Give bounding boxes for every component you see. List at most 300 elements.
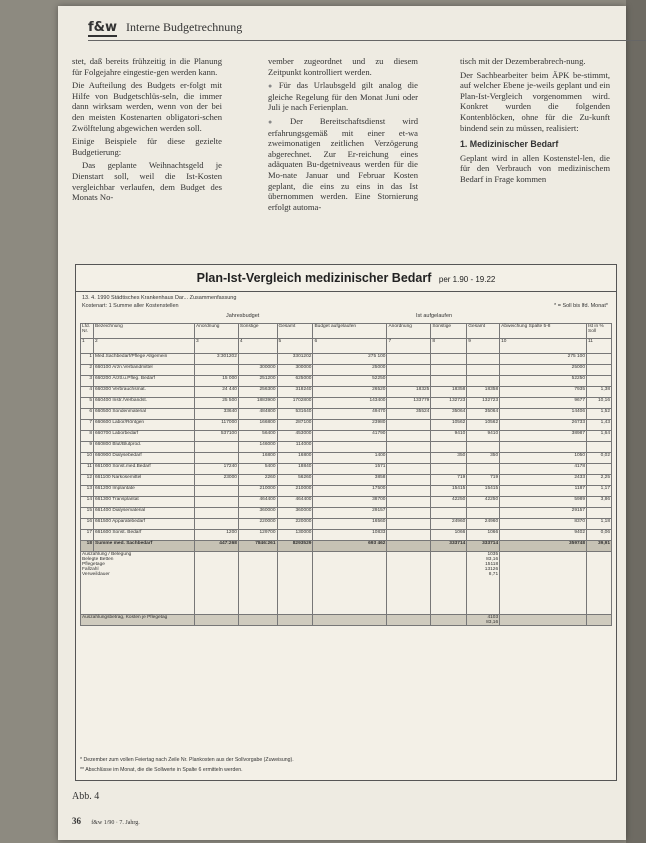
table-row xyxy=(81,497,612,508)
table-cell xyxy=(387,365,431,376)
table-cell: 16800 xyxy=(238,453,277,464)
table-cell: 5989 xyxy=(500,497,587,508)
paragraph: vember zugeordnet und zu diesem Zeitpunkt kontrolliert werden. xyxy=(268,56,418,77)
table-row xyxy=(81,475,612,486)
table-cell: Summe med. Sachbedarf xyxy=(94,541,195,552)
table-cell: 625000 xyxy=(277,376,313,387)
table-cell xyxy=(431,464,467,475)
table-cell: 3858 xyxy=(313,475,387,486)
table-cell: 210000 xyxy=(238,486,277,497)
table-cell xyxy=(587,376,612,387)
table-cell: 24960 xyxy=(467,519,500,530)
table-cell: 29157 xyxy=(500,508,587,519)
col-number: 6 xyxy=(313,339,387,354)
figure-period: per 1.90 - 19.22 xyxy=(438,275,496,284)
table-cell: 15 000 xyxy=(195,376,239,387)
table-cell: 1,18 xyxy=(587,519,612,530)
table-cell xyxy=(387,464,431,475)
extra-value: 13126 xyxy=(484,567,499,572)
table-cell xyxy=(387,420,431,431)
table-cell: 132723 xyxy=(431,398,467,409)
table-cell: 251200 xyxy=(238,376,277,387)
table-cell: 537100 xyxy=(195,431,239,442)
paragraph: tisch mit der Dezemberabrech-nung. xyxy=(460,56,586,66)
col-number: 4 xyxy=(238,339,277,354)
table-cell xyxy=(387,508,431,519)
text-column-3 xyxy=(460,56,610,188)
table-cell: 318240 xyxy=(277,387,313,398)
table-row xyxy=(81,387,612,398)
data-table xyxy=(80,323,612,626)
table-cell: 350 xyxy=(467,453,500,464)
table-cell xyxy=(500,615,587,626)
table-cell: 9410 xyxy=(431,431,467,442)
table-cell: 660800 Blut/Blutprod. xyxy=(94,442,195,453)
table-row xyxy=(81,409,612,420)
table-cell xyxy=(387,431,431,442)
extra-line: Pflegetage xyxy=(82,562,105,567)
table-cell: 35524 xyxy=(387,409,431,420)
table-cell: 6 xyxy=(81,409,94,420)
table-cell: 350 xyxy=(431,453,467,464)
table-cell: 114000 xyxy=(277,442,313,453)
col-number: 7 xyxy=(387,339,431,354)
group-header-budget: Jahresbudget xyxy=(226,313,260,319)
table-cell: 3301202 xyxy=(277,354,313,365)
col-header: Gesamt xyxy=(277,324,313,339)
table-cell: 1187 xyxy=(500,486,587,497)
table-cell: 1,52 xyxy=(587,409,612,420)
extra-label: Auszahlung / Belegung xyxy=(82,552,132,557)
extra-value: 15118 xyxy=(485,562,499,567)
table-cell xyxy=(467,376,500,387)
figure-title xyxy=(76,265,616,292)
table-cell xyxy=(238,615,277,626)
table-cell: 26520 xyxy=(313,387,387,398)
table-cell: 14406 xyxy=(500,409,587,420)
table-cell: 256300 xyxy=(238,387,277,398)
table-cell: 10562 xyxy=(431,420,467,431)
table-cell: 7 xyxy=(81,420,94,431)
journal-issue: f&w 1/90 · 7. Jahrg. xyxy=(91,820,140,826)
table-cell: 9677 xyxy=(500,398,587,409)
table-extra-row xyxy=(81,552,612,615)
last-value: 4103 xyxy=(487,615,499,620)
table-row xyxy=(81,354,612,365)
table-cell xyxy=(500,442,587,453)
document-page xyxy=(58,6,626,840)
table-cell xyxy=(313,442,387,453)
table-cell xyxy=(387,354,431,365)
table-cell: 166800 xyxy=(238,420,277,431)
table-cell: 661100 Narkosemittel xyxy=(94,475,195,486)
table-cell xyxy=(195,365,239,376)
table-cell: 49470 xyxy=(313,409,387,420)
extra-value: 1035 xyxy=(487,552,499,557)
table-cell: 117000 xyxy=(195,420,239,431)
table-cell: 18358 xyxy=(431,387,467,398)
table-cell xyxy=(387,376,431,387)
table-cell: 52250 xyxy=(313,376,387,387)
col-header: Lfd. Nr. xyxy=(81,324,94,339)
table-cell: 464400 xyxy=(238,497,277,508)
table-cell: 220000 xyxy=(277,519,313,530)
table-row xyxy=(81,519,612,530)
table-cell: 661300 Transplantat xyxy=(94,497,195,508)
table-cell xyxy=(387,453,431,464)
table-cell: 132723 xyxy=(467,398,500,409)
table-cell xyxy=(195,508,239,519)
table-cell: 23000 xyxy=(195,475,239,486)
table-cell xyxy=(387,475,431,486)
table-cell: 9410 xyxy=(467,431,500,442)
table-cell xyxy=(431,376,467,387)
figure-footnote-1: * Dezember zum vollen Feiertag nach Zeile Nr. Plankosten aus der Sollvorgabe (Zuweisung). xyxy=(80,757,294,763)
table-cell xyxy=(195,453,239,464)
col-number: 1 xyxy=(81,339,94,354)
table-cell xyxy=(587,365,612,376)
table-cell: 8370 xyxy=(500,519,587,530)
table-cell xyxy=(587,442,612,453)
table-cell xyxy=(195,519,239,530)
paragraph: Das geplante Weihnachtsgeld je Dienstart soll, weil die Ist-Kosten vergleichbar verlaufen, dem Budget des Monats No- xyxy=(72,160,222,203)
table-cell: 660200 Ärztl.u.Pfleg. Bedarf xyxy=(94,376,195,387)
table-cell: 1883900 xyxy=(238,398,277,409)
running-title: Interne Budgetrechnung xyxy=(126,20,243,34)
table-cell: 1400 xyxy=(313,453,387,464)
col-header: Bezeichnung xyxy=(94,324,195,339)
table-cell xyxy=(500,552,587,615)
table-cell xyxy=(431,365,467,376)
table-cell: 24960 xyxy=(431,519,467,530)
extra-line: Verweildauer xyxy=(82,572,110,577)
table-cell: 41790 xyxy=(313,431,387,442)
table-cell: 18325 xyxy=(387,387,431,398)
table-cell: 15415 xyxy=(467,486,500,497)
table-cell: 360000 xyxy=(238,508,277,519)
table-cell: 17 xyxy=(81,530,94,541)
table-cell: 5 xyxy=(81,398,94,409)
table-cell: 18358 xyxy=(467,387,500,398)
table-cell: 287100 xyxy=(277,420,313,431)
table-cell: 2433 xyxy=(500,475,587,486)
table-cell xyxy=(387,442,431,453)
table-cell: 719 xyxy=(467,475,500,486)
table-cell: 447:268 xyxy=(195,541,239,552)
table-cell: 146000 xyxy=(238,442,277,453)
table-cell: 660900 Dialysebedarf xyxy=(94,453,195,464)
col-number: 2 xyxy=(94,339,195,354)
table-cell: 10833 xyxy=(313,530,387,541)
table-cell: 33640 xyxy=(195,409,239,420)
extra-line: Belegte Betten xyxy=(82,557,114,562)
table-cell: 5400 xyxy=(238,464,277,475)
table-cell: 1066 xyxy=(467,530,500,541)
table-cell: 300000 xyxy=(277,365,313,376)
extra-line: Fallzahl xyxy=(82,567,99,572)
table-cell: 8 xyxy=(81,431,94,442)
table-cell: 3:301202 xyxy=(195,354,239,365)
table-cell xyxy=(467,508,500,519)
col-header: Gesamt xyxy=(467,324,500,339)
table-cell: 660500 Sondenmaterial xyxy=(94,409,195,420)
table-cell: 16 xyxy=(81,519,94,530)
table-cell: 693 462 xyxy=(313,541,387,552)
page-footer xyxy=(72,816,140,826)
table-cell: 11 xyxy=(81,464,94,475)
figure-meta-unit: * = Soll bis lfd. Monat* xyxy=(554,303,608,309)
table-header-row xyxy=(81,324,612,339)
table-cell xyxy=(431,552,467,615)
col-number: 10 xyxy=(500,339,587,354)
table-cell: 661200 Implantate xyxy=(94,486,195,497)
table-row xyxy=(81,442,612,453)
table-sum-row xyxy=(81,541,612,552)
table-cell: 25000 xyxy=(313,365,387,376)
table-cell: 453000 xyxy=(277,431,313,442)
table-cell: 531640 xyxy=(277,409,313,420)
table-cell: 15415 xyxy=(431,486,467,497)
table-cell: 1702800 xyxy=(277,398,313,409)
col-number: 8 xyxy=(431,339,467,354)
table-cell: 29157 xyxy=(313,508,387,519)
table-cell: 0,06 xyxy=(587,530,612,541)
table-cell: 25000 xyxy=(500,365,587,376)
paragraph: stet, daß bereits frühzeitig in die Planung für Folgejahre eingestie-gen werden kann. xyxy=(72,56,222,77)
table-cell: 1200 xyxy=(195,530,239,541)
table-cell xyxy=(387,552,431,615)
table-row xyxy=(81,453,612,464)
table-cell: 42250 xyxy=(431,497,467,508)
col-header: Sonstige xyxy=(431,324,467,339)
col-number: 3 xyxy=(195,339,239,354)
table-cell xyxy=(587,552,612,615)
table-row xyxy=(81,508,612,519)
journal-logo: f&w xyxy=(88,20,118,35)
table-cell: 39,91 xyxy=(587,541,612,552)
figure-plan-ist-vergleich xyxy=(75,264,617,781)
table-cell xyxy=(387,541,431,552)
table-cell: 18840 xyxy=(277,464,313,475)
table-cell: 25 500 xyxy=(195,398,239,409)
last-label: Auszahlungsbetrag, Kosten je Pflegetag xyxy=(81,615,195,626)
table-row xyxy=(81,431,612,442)
table-row xyxy=(81,530,612,541)
table-row xyxy=(81,486,612,497)
col-header: Abweichung Spalte 5-8 xyxy=(500,324,587,339)
table-cell: 10,16 xyxy=(587,398,612,409)
last-values-cell xyxy=(467,615,500,626)
table-cell: 24 440 xyxy=(195,387,239,398)
table-cell xyxy=(431,615,467,626)
table-cell: 129700 xyxy=(238,530,277,541)
table-cell: 10562 xyxy=(467,420,500,431)
table-body xyxy=(81,354,612,626)
table-cell xyxy=(313,615,387,626)
table-cell: 360000 xyxy=(277,508,313,519)
table-row xyxy=(81,420,612,431)
table-cell: 2 xyxy=(81,365,94,376)
table-cell: 3 xyxy=(81,376,94,387)
text-column-2 xyxy=(268,56,418,215)
table-cell: 333714 xyxy=(467,541,500,552)
table-cell: 660400 Instr./Verbandst. xyxy=(94,398,195,409)
table-cell: 14 xyxy=(81,497,94,508)
header-rule xyxy=(88,40,646,41)
table-cell: 130000 xyxy=(277,530,313,541)
table-cell: 1,38 xyxy=(587,387,612,398)
table-cell: 12 xyxy=(81,475,94,486)
table-cell: 1571 xyxy=(313,464,387,475)
table-cell xyxy=(431,508,467,519)
figure-meta-cost-type: Kostenart: 1 Summe aller Kostenstellen xyxy=(82,303,179,309)
paragraph: Einige Beispiele für diese gezielte Budgetierung: xyxy=(72,136,222,157)
table-cell xyxy=(195,497,239,508)
table-cell: 1,43 xyxy=(587,420,612,431)
table-cell: 38700 xyxy=(313,497,387,508)
table-cell: 143400 xyxy=(313,398,387,409)
table-cell: 661000 Sonst.med.Bedarf xyxy=(94,464,195,475)
table-cell: 661600 Sonst. Bedarf xyxy=(94,530,195,541)
table-cell: 9 xyxy=(81,442,94,453)
table-cell: 3,86 xyxy=(587,497,612,508)
table-row xyxy=(81,464,612,475)
table-cell: 0,02 xyxy=(587,453,612,464)
table-cell: 661500 Apparatebedarf xyxy=(94,519,195,530)
table-cell xyxy=(587,464,612,475)
figure-caption: Abb. 4 xyxy=(72,791,100,802)
extra-value: 8,71 xyxy=(488,572,499,577)
table-cell: 56260 xyxy=(277,475,313,486)
table-cell xyxy=(431,442,467,453)
table-cell xyxy=(238,354,277,365)
table-cell: 10 xyxy=(81,453,94,464)
table-cell: 42250 xyxy=(467,497,500,508)
table-cell: 13 xyxy=(81,486,94,497)
table-cell: 1 xyxy=(81,354,94,365)
table-cell: 333714 xyxy=(431,541,467,552)
table-cell xyxy=(387,615,431,626)
table-cell: 661400 Dialysematerial xyxy=(94,508,195,519)
table-cell xyxy=(195,615,239,626)
table-row xyxy=(81,398,612,409)
table-cell xyxy=(277,615,313,626)
table-cell xyxy=(195,486,239,497)
figure-meta-date: 13. 4. 1990 Städtisches Krankenhaus Dar... Zusammenfassung xyxy=(82,295,237,301)
table-cell: 660700 Laborbedarf xyxy=(94,431,195,442)
group-header-ist: Ist aufgelaufen xyxy=(416,313,453,319)
paragraph: Die Aufteilung des Budgets er-folgt mit Hilfe von Budgetschlüs-seln, die immer dann wirksam werden, wenn von der bei den meisten Kostenarten obligatori-schen Zwölftelung abgewichen werden soll. xyxy=(72,80,222,133)
table-cell xyxy=(238,552,277,615)
table-cell: 660300 Verbrauchsmat. xyxy=(94,387,195,398)
table-cell xyxy=(387,530,431,541)
table-cell xyxy=(431,354,467,365)
table-cell: 15 xyxy=(81,508,94,519)
table-cell xyxy=(467,464,500,475)
section-heading: 1. Medizinischer Bedarf xyxy=(460,139,559,150)
col-header: Anordnung xyxy=(387,324,431,339)
col-number: 5 xyxy=(277,339,313,354)
table-cell: 464400 xyxy=(277,497,313,508)
table-colnum-row xyxy=(81,339,612,354)
table-cell: 38987 xyxy=(500,431,587,442)
bullet-item: ● Der Bereitschaftsdienst wird erfahrungsgemäß mit einer et-wa zweimonatigen zeitlichen Verzögerung abgerechnet. Zur Er-reichung eines adäquaten Bu-dgetniveaus werden für die Mo-nate Januar und Februar Kosten geplant, die eins zu eins in das Ist übernommen werden. Eine Stornierung erfolgt automa- xyxy=(268,116,418,212)
table-cell xyxy=(467,365,500,376)
table-cell: 16800 xyxy=(277,453,313,464)
table-cell: 17500 xyxy=(313,486,387,497)
table-cell: 220000 xyxy=(238,519,277,530)
table-cell: 300000 xyxy=(238,365,277,376)
table-cell: 9402 xyxy=(500,530,587,541)
table-cell: 1066 xyxy=(431,530,467,541)
table-cell xyxy=(587,354,612,365)
paragraph: Der Sachbearbeiter beim ÄPK be-stimmt, auf welcher Ebene je-weils geplant und ein Plan-Ist-Vergleich vorgenommen wird. Konkret wurden die folgenden Kontenblöcken, ohne für die Zu-kunft bindend sein zu müssen, realisiert: xyxy=(460,69,610,133)
table-row xyxy=(81,376,612,387)
paragraph: Geplant wird in allen Kostenstel-len, die für den Verbrauch von medizinischem Bedarf in Frage kommen xyxy=(460,152,610,184)
table-cell: 18 xyxy=(81,541,94,552)
figure-title-text: Plan-Ist-Vergleich medizinischer Bedarf xyxy=(196,271,432,285)
table-cell: 2,25 xyxy=(587,475,612,486)
table-cell xyxy=(467,354,500,365)
table-cell: 16560 xyxy=(313,519,387,530)
col-header: Budget aufgelaufen xyxy=(313,324,387,339)
table-cell: 133779 xyxy=(387,398,431,409)
table-cell xyxy=(195,552,239,615)
table-cell: 56400 xyxy=(238,431,277,442)
table-cell: 660600 Labor/Röntgen xyxy=(94,420,195,431)
col-number: 11 xyxy=(587,339,612,354)
table-cell: 1050 xyxy=(500,453,587,464)
col-header: Anordnung xyxy=(195,324,239,339)
table-cell: 275 100 xyxy=(313,354,387,365)
table-cell: 719 xyxy=(431,475,467,486)
extra-values-cell xyxy=(467,552,500,615)
table-cell xyxy=(313,552,387,615)
table-cell: 52250 xyxy=(500,376,587,387)
col-number: 9 xyxy=(467,339,500,354)
table-cell: 17240 xyxy=(195,464,239,475)
table-cell: 7935 xyxy=(500,387,587,398)
table-cell xyxy=(387,519,431,530)
page-edge xyxy=(626,0,646,843)
table-cell: 275 100 xyxy=(500,354,587,365)
table-cell xyxy=(467,442,500,453)
table-cell: 35064 xyxy=(467,409,500,420)
table-cell: 35064 xyxy=(431,409,467,420)
extra-value: 83,16 xyxy=(486,557,499,562)
table-cell: 26733 xyxy=(500,420,587,431)
table-last-row xyxy=(81,615,612,626)
table-cell: 660100 Arzn.Verbandmittel xyxy=(94,365,195,376)
table-cell xyxy=(587,508,612,519)
text-column-1 xyxy=(72,56,222,206)
table-cell: 8293529 xyxy=(277,541,313,552)
table-cell: 359748 xyxy=(500,541,587,552)
extra-label-cell xyxy=(81,552,195,615)
bullet-item: ● Für das Urlaubsgeld gilt analog die gleiche Regelung für den Monat Juni oder Juli je nach Ferienplan. xyxy=(268,80,418,113)
table-cell: 210000 xyxy=(277,486,313,497)
table-cell xyxy=(587,615,612,626)
figure-footnote-2: ** Abschlüsse im Monat, die die Sollwerte in Spalte 6 ermitteln werden. xyxy=(80,767,243,773)
table-cell xyxy=(387,497,431,508)
col-header: Sonstige xyxy=(238,324,277,339)
table-cell: Med.Sachbedarf/Pflege Allgemein xyxy=(94,354,195,365)
table-cell: 4178 xyxy=(500,464,587,475)
table-cell: 7846:261 xyxy=(238,541,277,552)
table-cell: 484800 xyxy=(238,409,277,420)
table-cell: 23980 xyxy=(313,420,387,431)
table-cell: 1,17 xyxy=(587,486,612,497)
